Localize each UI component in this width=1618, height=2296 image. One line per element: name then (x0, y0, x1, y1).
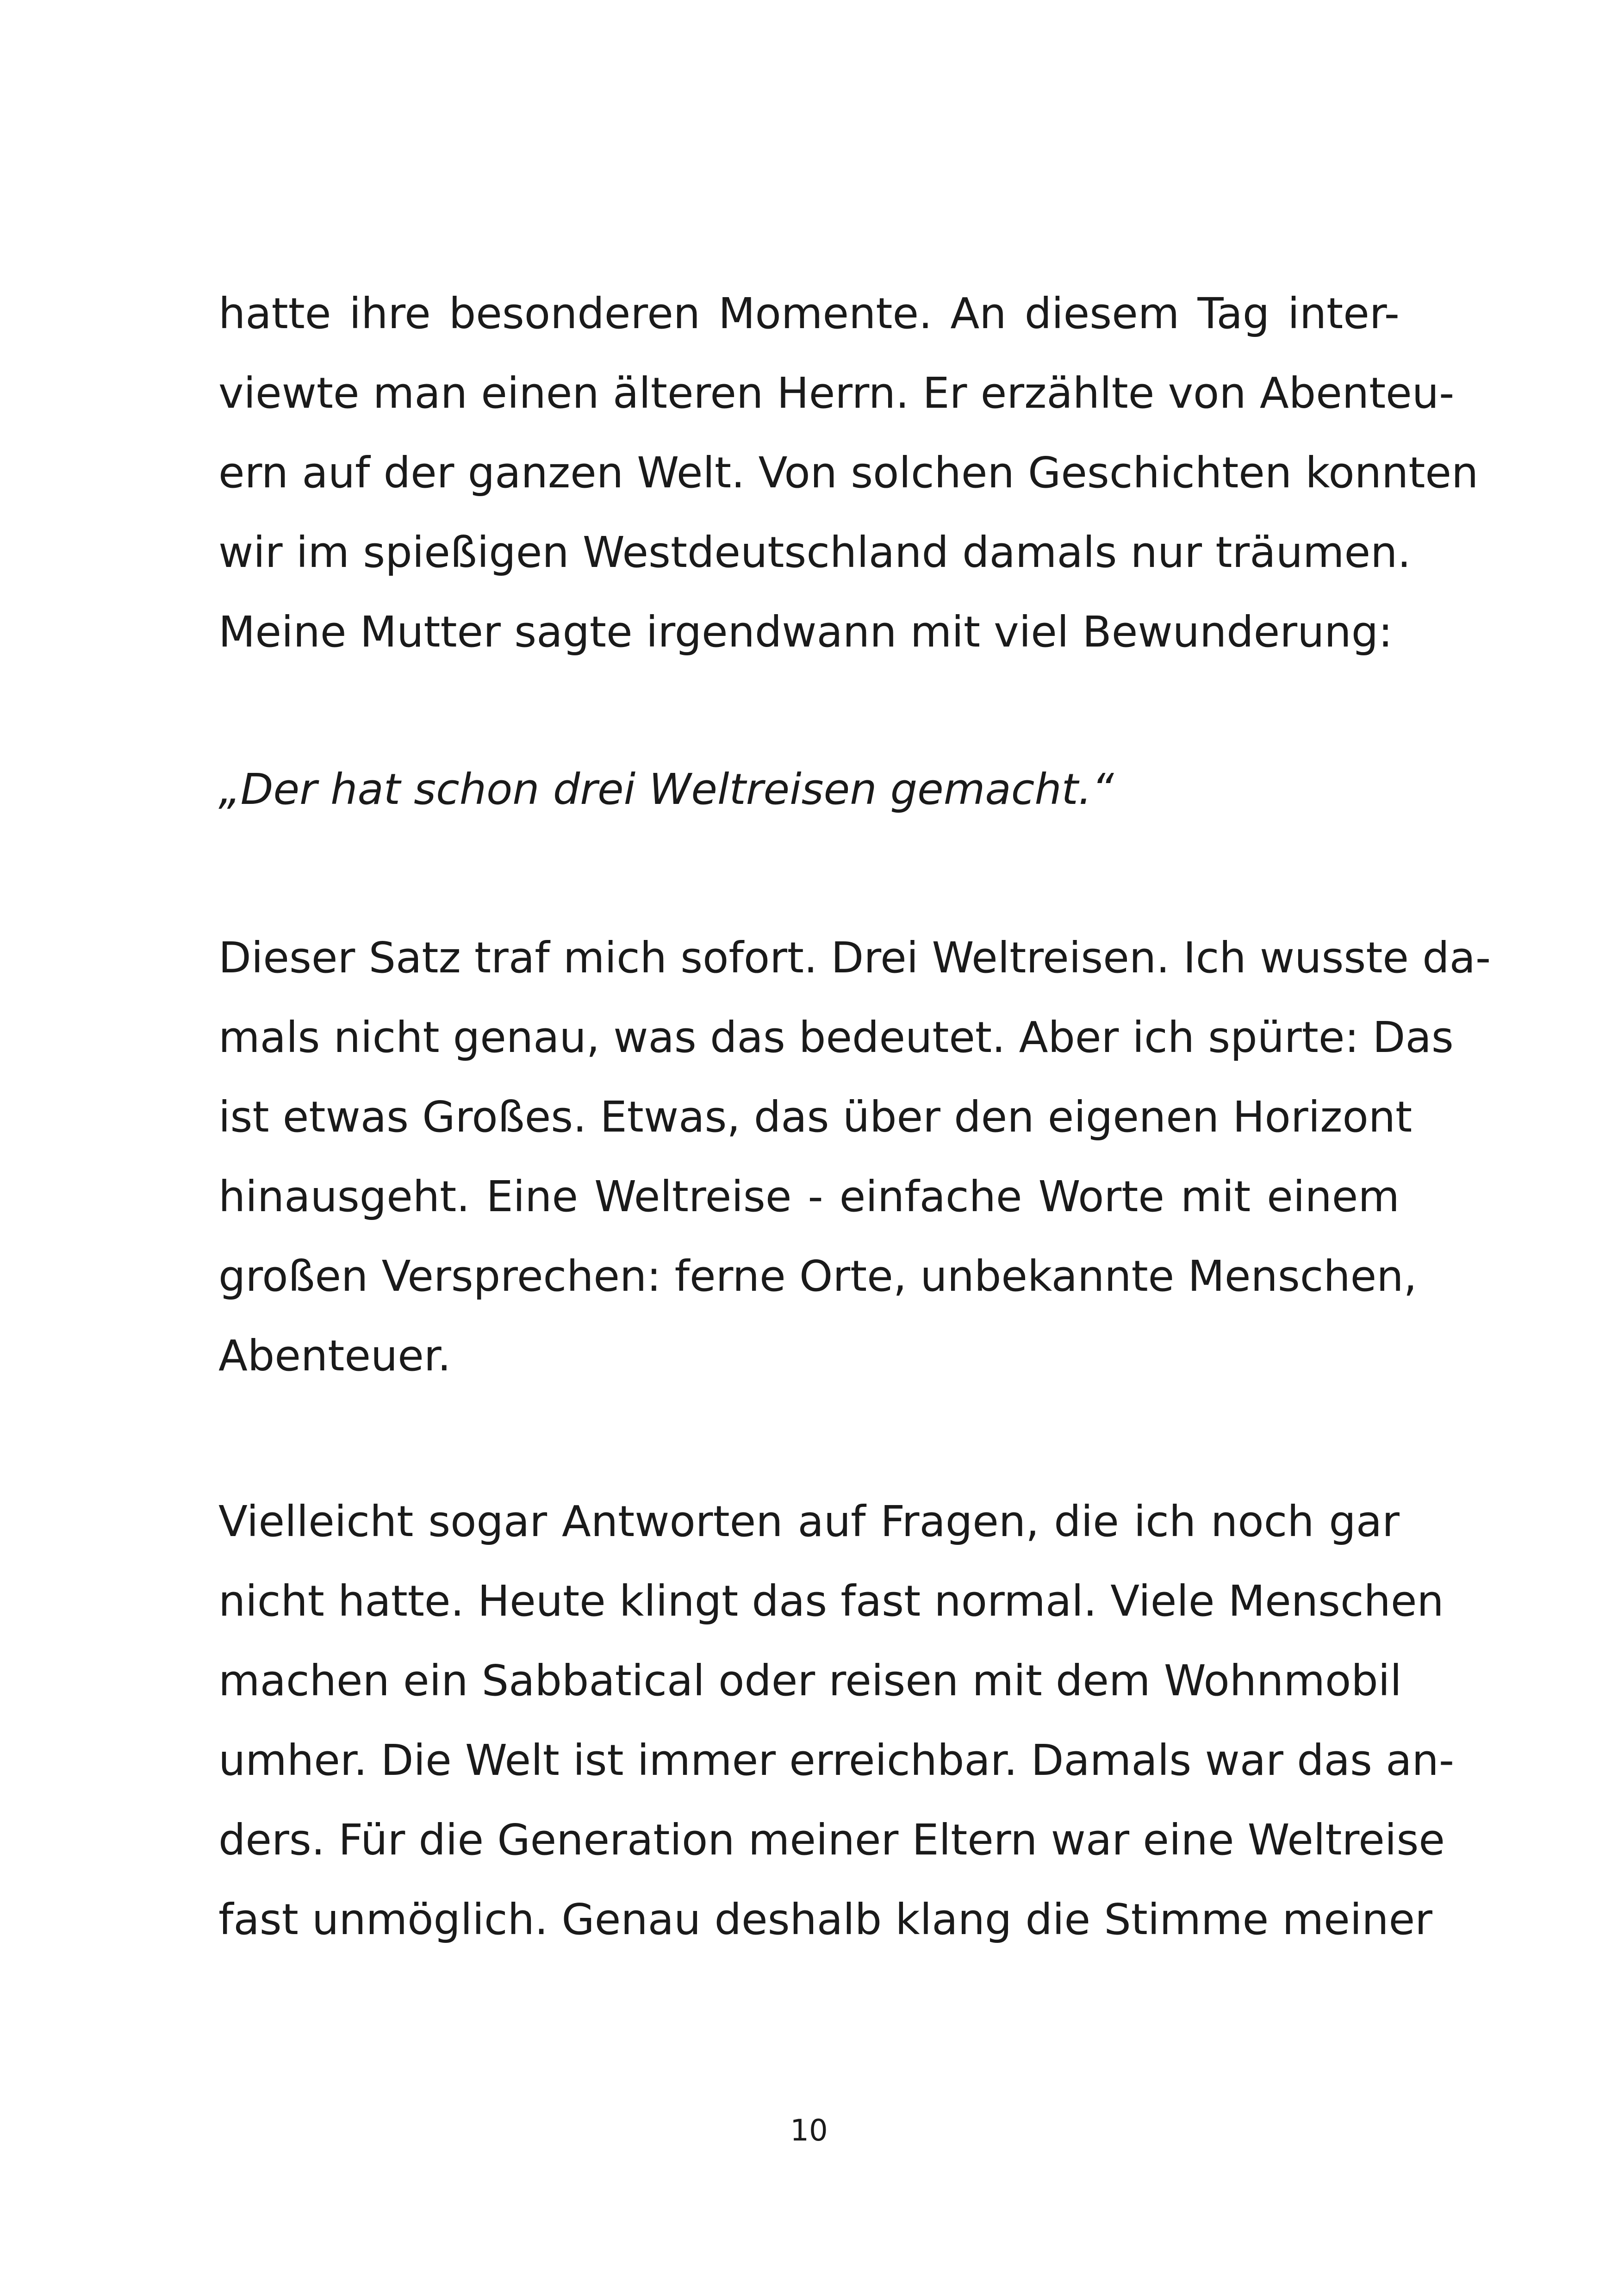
text-line: Meine Mutter sagte irgendwann mit viel Bewunderung: (218, 607, 1393, 657)
text-line: ist etwas Großes. Etwas, das über den eigenen Horizont (218, 1092, 1413, 1142)
text-line: umher. Die Welt ist immer erreichbar. Damals war das an- (218, 1736, 1455, 1785)
text-line: hinausgeht. Eine Weltreise - einfache Worte mit einem (218, 1172, 1400, 1221)
text-line: ern auf der ganzen Welt. Von solchen Geschichten konnten (218, 448, 1479, 498)
page-number: 10 (790, 2114, 828, 2148)
text-line: Vielleicht sogar Antworten auf Fragen, die ich noch gar (218, 1497, 1400, 1546)
paragraph-3 (218, 1482, 1455, 1960)
quote-line: „Der hat schon drei Weltreisen gemacht.“ (218, 765, 1114, 814)
text-line: hatte ihre besonderen Momente. An diesem Tag inter- (218, 289, 1400, 338)
text-line: Dieser Satz traf mich sofort. Drei Weltreisen. Ich wusste da- (218, 933, 1491, 983)
text-line: mals nicht genau, was das bedeutet. Aber ich spürte: Das (218, 1013, 1454, 1062)
text-line: Abenteuer. (218, 1331, 451, 1381)
text-line: machen ein Sabbatical oder reisen mit dem Wohnmobil (218, 1656, 1402, 1705)
paragraph-1 (218, 274, 1479, 672)
text-line: fast unmöglich. Genau deshalb klang die Stimme meiner (218, 1895, 1432, 1944)
text-line: nicht hatte. Heute klingt das fast normal. Viele Menschen (218, 1576, 1444, 1626)
text-line: ders. Für die Generation meiner Eltern war eine Weltreise (218, 1815, 1445, 1865)
text-line: wir im spießigen Westdeutschland damals nur träumen. (218, 528, 1411, 577)
paragraph-2 (218, 918, 1491, 1396)
text-line: großen Versprechen: ferne Orte, unbekannte Menschen, (218, 1251, 1417, 1301)
text-line: viewte man einen älteren Herrn. Er erzählte von Abenteu- (218, 368, 1455, 418)
